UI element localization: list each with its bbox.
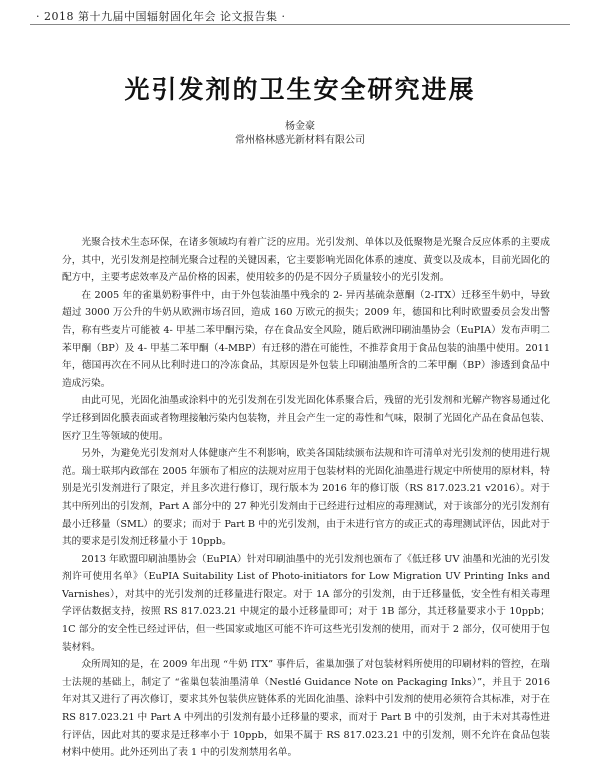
paragraph-1: 光聚合技术生态环保，在诸多领域均有着广泛的应用。光引发剂、单体以及低聚物是光聚合反应体系的主要成分，其中，光引发剂是控制光聚合过程的关键因素，它主要影响光固化体系的速度、黄变以及成本，目前光固化的配方中，主要考虑效率及产品价格的因素，使用较多的仍是不因分子质量较小的光引发剂。 xyxy=(62,237,550,284)
paper-title: 光引发剂的卫生安全研究进展 xyxy=(124,75,476,104)
header-divider xyxy=(30,24,570,25)
paragraph-5: 2013 年欧盟印刷油墨协会（EuPIA）针对印刷油墨中的光引发剂也颁布了《低迁移 UV 油墨和光油的光引发剂许可使用名单》（EuPIA Suitability List of Photo-initiators for Low Migration UV Printing Inks and Varnishes），对其中的光引发剂的迁移量进行限定。对于 1A 部分的引发剂，由于迁移量低，安全性有相关毒理学评估数据支持，按照 RS 817.023.21 中规定的最小迁移量即可；对于 1B 部分，其迁移量要求小于 10ppb；1C 部分的安全性已经过评估，但一些国家或地区可能不许可这些光引发剂的使用，而对于 2 部分，仅可使用于包装材料。 xyxy=(62,553,550,653)
author-name: 杨金豪 xyxy=(285,121,315,132)
running-header: · 2018 第十九届中国辐射固化年会 论文报告集 · xyxy=(36,10,286,23)
paragraph-3: 由此可见，光固化油墨或涂料中的光引发剂在引发光固化体系聚合后，残留的光引发剂和光解产物容易通过化学迁移到固化膜表面或者物理接触污染内包装物，并且会产生一定的毒性和气味，限制了光固化产品在食品包装、医疗卫生等领域的使用。 xyxy=(62,395,550,442)
paragraph-6: 众所周知的是，在 2009 年出现 “牛奶 ITX” 事件后，雀巢加强了对包装材料所使用的印刷材料的管控，在瑞士法规的基础上，制定了 “雀巢包装油墨清单（Nestlé Guidance Note on Packaging Inks）”，并且于 2016 年对其又进行了再次修订，要求其外包装供应链体系的光固化油墨、涂料中引发剂的使用必须符合其标准，对于在 RS 817.023.21 中 Part A 中列出的引发剂有最小迁移量的要求，而对于 Part B 中的引发剂，由于未对其毒性进行评估，因此对其的要求是迁移率小于 10ppb，如果不属于 RS 817.023.21 中的引发剂，则不允许在食品包装材料中使用。此外还列出了表 1 中的引发剂禁用名单。 xyxy=(62,659,550,759)
paragraph-4: 另外，为避免光引发剂对人体健康产生不利影响，欧美各国陆续颁布法规和许可清单对光引发剂的使用进行规范。瑞士联邦内政部在 2005 年颁布了相应的法规对应用于包装材料的光固化油墨进行规定中所使用的原材料，特别是光引发剂进行了限定，并且多次进行修订，现行版本为 2016 年的修订版（RS 817.023.21 v2016）。对于其中所列出的引发剂，Part A 部分中的 27 种光引发剂由于已经进行过相应的毒理测试，对于该部分的光引发剂有最小迁移量（SML）的要求；而对于 Part B 中的光引发剂，由于未进行官方的或正式的毒理测试评估，因此对于其的要求是引发剂迁移量小于 10ppb。 xyxy=(62,448,550,548)
paragraph-2: 在 2005 年的雀巢奶粉事件中，由于外包装油墨中残余的 2- 异丙基硫杂蒽酮（2-ITX）迁移至牛奶中，导致超过 3000 万公升的牛奶从欧洲市场召回，造成 160 万欧元的损失；2009 年，德国和比利时欧盟委员会发出警告，称有些麦片可能被 4- 甲基二苯甲酮污染，存在食品安全风险，随后欧洲印刷油墨协会（EuPIA）发布声明二苯甲酮（BP）及 4- 甲基二苯甲酮（4-MBP）有迁移的潜在可能性，不推荐食用于食品包装的油墨中使用。2011 年，德国再次在不同从比利时进口的冷冻食品，其原因是外包装上印刷油墨所含的二苯甲酮（BP）渗透到食品中造成污染。 xyxy=(62,289,550,389)
body-text xyxy=(62,234,550,762)
author-affiliation: 常州格林感光新材料有限公司 xyxy=(235,135,365,146)
